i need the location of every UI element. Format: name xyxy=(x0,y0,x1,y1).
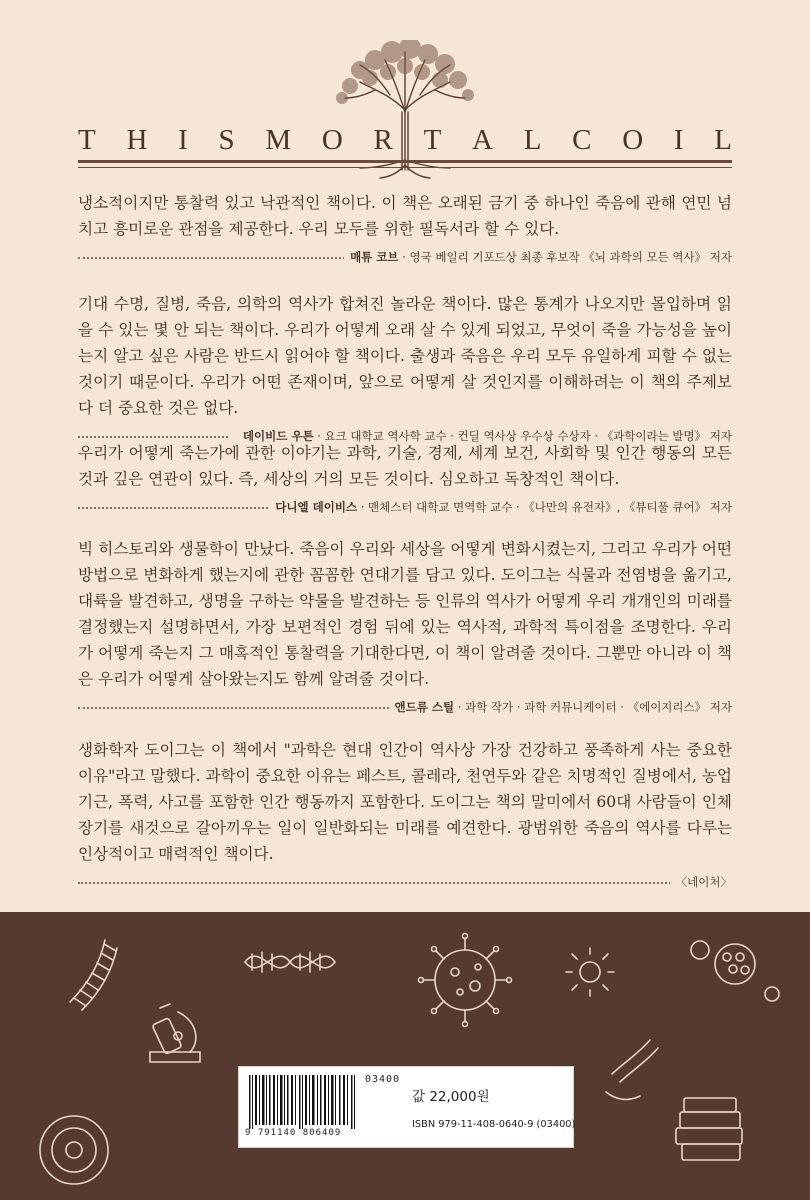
title-rule-thick xyxy=(78,160,732,163)
tree-logo-icon xyxy=(330,40,480,180)
dna-helix-icon xyxy=(245,952,335,972)
back-cover-illustration-panel xyxy=(0,912,810,1200)
bacteria-icon xyxy=(606,1040,658,1099)
isbn-label: ISBN 979-11-408-0640-9 (03400) xyxy=(412,1119,576,1130)
reviewer-detail: · 영국 베일리 기포드상 최종 후보작 《뇌 과학의 모든 역사》 저자 xyxy=(398,250,732,264)
title-letter: L xyxy=(714,124,732,156)
title-letter: R xyxy=(373,124,393,156)
title-letter: M xyxy=(265,124,292,156)
review-5 xyxy=(78,737,732,891)
title-letter: I xyxy=(673,124,684,156)
book-stack-icon xyxy=(676,1098,742,1160)
title-letter: S xyxy=(218,124,235,156)
barcode-panel xyxy=(238,1066,574,1148)
microscope-icon xyxy=(150,1004,200,1062)
reviewer-detail: · 맨체스터 대학교 면역학 교수 · 《나만의 유전자》, 《뷰티풀 큐어》 저자 xyxy=(357,500,732,514)
review-body: 우리가 어떻게 죽는가에 관한 이야기는 과학, 기술, 경제, 세계 보건, 사회학 및 인간 행동의 모든 것과 깊은 연관이 있다. 즉, 세상의 거의 모든 것이다. 심오하고 독창적인 책이다. xyxy=(78,444,732,488)
review-body: 생화학자 도이그는 이 책에서 "과학은 현대 인간이 역사상 가장 건강하고 풍족하게 사는 중요한 이유"라고 말했다. 과학이 중요한 이유는 페스트, 콜레라, 천연두와 같은 치명적인 질병에서, 농업 기근, 폭력, 사고를 포함한 인간 행동까지 포함한다. 도이그는 책의 말미에서 60대 사람들이 인체 장기를 새것으로 갈아끼우는 일이 일반화되는 미래를 예견한다. 광범위한 죽음의 역사를 다루는 인상적이고 매력적인 책이다. xyxy=(78,741,732,863)
dotted-leader xyxy=(78,257,353,259)
review-body: 기대 수명, 질병, 죽음, 의학의 역사가 합쳐진 놀라운 책이다. 많은 통계가 나오지만 몰입하며 읽을 수 있는 몇 안 되는 책이다. 우리가 어떻게 오래 살 수 있게 되었고, 무엇이 죽을 가능성을 높이는지 알고 싶은 사람은 반드시 읽어야 할 책이다. 출생과 죽음은 우리 모두 유일하게 피할 수 없는 것이기 때문이다. 우리가 어떤 존재이며, 앞으로 어떻게 살 것인지를 이해하려는 이 책의 주제보다 더 중요한 것은 없다. xyxy=(78,295,732,417)
dna-ladder-icon xyxy=(70,940,117,1010)
title-letter: H xyxy=(126,124,148,156)
title-letter: I xyxy=(178,124,188,156)
book-title xyxy=(78,124,732,156)
reviewer-source: 〈네이처〉 xyxy=(675,875,732,889)
review-1 xyxy=(78,190,732,266)
pollen-star-icon xyxy=(566,948,614,996)
dotted-leader xyxy=(78,882,678,884)
reviewer-detail: · 요크 대학교 역사학 교수 · 컨딜 역사상 우수상 수상자 · 《과학이라는 발명》 저자 xyxy=(313,429,732,443)
dotted-leader xyxy=(78,507,288,509)
reviewer-name: 데이비드 우튼 xyxy=(242,429,314,443)
title-letter: C xyxy=(572,124,592,156)
price-label: 값 22,000원 xyxy=(412,1089,490,1105)
title-letter: T xyxy=(78,124,96,156)
title-letter: T xyxy=(423,124,442,156)
reviewer-detail: · 과학 작가 · 과학 커뮤니케이터 · 《에이지리스》 저자 xyxy=(454,700,732,714)
title-letter: O xyxy=(321,124,343,156)
science-illustrations xyxy=(0,912,810,1200)
reviewer-name: 다니엘 데이비스 xyxy=(275,500,358,514)
isbn-barcode-icon xyxy=(247,1075,365,1129)
title-letter: O xyxy=(622,124,644,156)
cell-cluster-icon xyxy=(691,941,779,1001)
review-attribution xyxy=(78,498,732,516)
review-attribution xyxy=(78,248,732,266)
review-body: 빅 히스토리와 생물학이 만났다. 죽음이 우리와 세상을 어떻게 변화시켰는지, 그리고 우리가 어떤 방법으로 변화하게 했는지에 관한 꼼꼼한 연대기를 담고 있다. 도이그는 식물과 전염병을 옮기고, 대륙을 발견하고, 생명을 구하는 약물을 발견하는 등 인류의 역사가 어떻게 우리 개개인의 미래를 결정했는지 설명하면서, 가장 보편적인 경험 뒤에 있는 역사적, 과학적 특이점을 조명한다. 우리가 어떻게 죽는지 그 매혹적인 통찰력을 기대한다면, 이 책이 알려줄 것이다. 그뿐만 아니라 이 책은 우리가 어떻게 살아왔는지도 함께 알려줄 것이다. xyxy=(78,540,732,688)
virus-icon xyxy=(419,934,512,1027)
review-3 xyxy=(78,440,732,516)
barcode-add-on-number: 03400 xyxy=(365,1074,401,1085)
barcode-number: 9 791140 806409 xyxy=(245,1128,342,1138)
reviewer-name: 앤드류 스틸 xyxy=(394,700,455,714)
ring-cell-icon xyxy=(40,1116,108,1184)
review-4 xyxy=(78,536,732,716)
reviewer-name: 매튜 코브 xyxy=(350,250,399,264)
title-rule-thin xyxy=(78,167,732,168)
review-attribution xyxy=(78,698,732,716)
title-letter: A xyxy=(472,124,493,156)
review-2 xyxy=(78,291,732,445)
dotted-leader xyxy=(78,436,228,438)
title-letter: L xyxy=(523,124,542,156)
dotted-leader xyxy=(78,707,393,709)
review-body: 냉소적이지만 통찰력 있고 낙관적인 책이다. 이 책은 오래된 금기 중 하나인 죽음에 관해 연민 넘치고 흥미로운 관점을 제공한다. 우리 모두를 위한 필독서라 할 수 있다. xyxy=(78,194,732,238)
review-attribution xyxy=(78,873,732,891)
